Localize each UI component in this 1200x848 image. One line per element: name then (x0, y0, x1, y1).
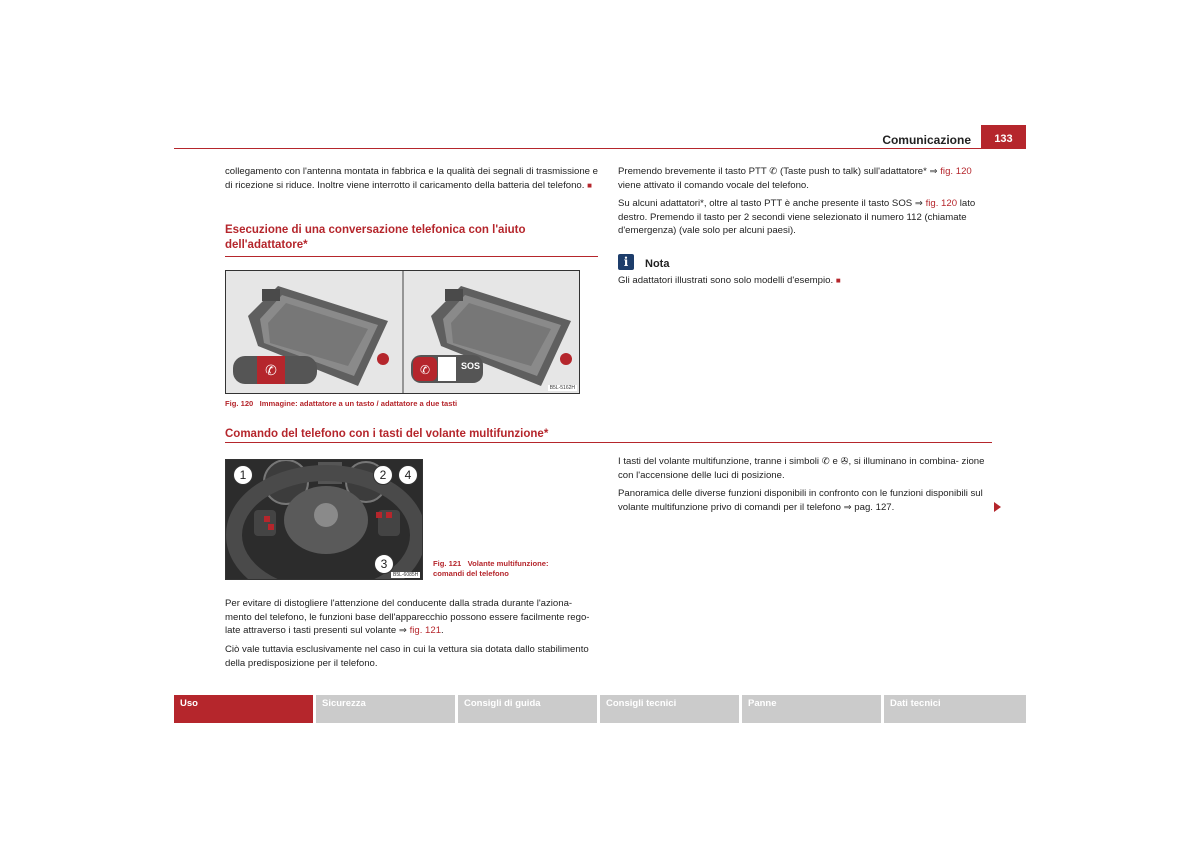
figure-120-caption-text: Immagine: adattatore a un tasto / adattatore a due tasti (259, 399, 458, 408)
figure-121-caption-line2: comandi del telefono (433, 569, 509, 578)
nav-dati-tecnici[interactable]: Dati tecnici (884, 695, 1026, 723)
steering-p1-line2: mento del telefono, le funzioni base dell'apparecchio possono essere facilmente rego- (225, 611, 590, 623)
handset-icon: ✆ (821, 456, 830, 467)
note-text: Gli adattatori illustrati sono solo modelli d'esempio. (618, 275, 834, 286)
ptt-phone-icon: ✆ (769, 166, 778, 177)
callout-4: 4 (398, 465, 418, 485)
nav-sicurezza[interactable]: Sicurezza (316, 695, 455, 723)
ptt-paragraph (618, 165, 988, 192)
end-mark-icon: ■ (835, 276, 841, 285)
figure-121-caption (433, 559, 593, 579)
nav-panne[interactable]: Panne (742, 695, 881, 723)
end-mark-icon: ■ (587, 180, 592, 190)
ptt-suffix: (Taste push to talk) sull'adattatore* ⇒ (780, 166, 938, 177)
figure-121-code: B5L-6085H (393, 572, 419, 578)
voice-control-icon: ✇ (840, 456, 849, 467)
header-rule (174, 148, 1026, 149)
ptt-end: viene attivato il comando vocale del telefono. (618, 179, 809, 191)
section2-rule (225, 442, 992, 443)
steering-p1-line1: Per evitare di distogliere l'attenzione del conducente dalla strada durante l'aziona- (225, 598, 573, 609)
adapter-heading-line2: dell'adattatore* (225, 239, 308, 251)
steering-p1-line3: late attraverso i tasti presenti sul volante ⇒ fig. 121. (225, 625, 444, 637)
ptt-fig-link[interactable]: fig. 120 (940, 166, 972, 177)
adapter-heading (225, 223, 599, 253)
note-paragraph (618, 274, 988, 288)
sos-prefix: Su alcuni adattatori*, oltre al tasto PTT è anche presente il tasto SOS ⇒ (618, 198, 923, 209)
figure-121-steering-wheel (225, 459, 423, 580)
nav-uso[interactable]: Uso (174, 695, 313, 723)
figure-120-number: Fig. 120 (225, 399, 254, 408)
continue-arrow-icon (994, 502, 1001, 512)
figure-120-code: B5L-5162H (549, 385, 575, 391)
sos-fig-link[interactable]: fig. 120 (925, 198, 958, 209)
ptt-prefix: Premendo brevemente il tasto PTT (618, 166, 767, 177)
steering-p1-text: late attraverso i tasti presenti sul volante ⇒ (225, 625, 407, 637)
svg-text:✆: ✆ (265, 363, 277, 379)
steering-fig-link[interactable]: fig. 121 (409, 625, 442, 637)
nav-consigli-di-guida[interactable]: Consigli di guida (458, 695, 597, 723)
steering-right-paragraph-1 (618, 455, 988, 482)
steering-paragraph-1 (225, 597, 605, 638)
figure-120-caption (225, 399, 605, 409)
page-number: 133 (981, 125, 1026, 148)
figure-121-number: Fig. 121 (433, 559, 462, 568)
adapter-illustration (226, 271, 580, 394)
steering-right-paragraph-2: Panoramica delle diverse funzioni disponibili in confronto con le funzioni disponibili sul volante multifunzione privo di comandi per il telefono ⇒ pag. 127. (618, 488, 983, 513)
intro-text: collegamento con l'antenna montata in fabbrica e la qualità dei segnali di trasmissione e di ricezione si riduce. Inoltre viene interrotto il caricamento della batteria del telefono. (225, 166, 599, 191)
sos-suffix: lato destro. Premendo il tasto per 2 secondi viene selezionato il numero 112 (chiamate d'emergenza) (vale solo per alcuni paesi). (618, 198, 976, 237)
right-p1-b: e (832, 456, 838, 467)
figure-121-caption-line1: Volante multifunzione: (467, 559, 549, 568)
callout-2: 2 (373, 465, 393, 485)
nav-consigli-tecnici[interactable]: Consigli tecnici (600, 695, 739, 723)
info-icon: i (618, 254, 634, 270)
section-title: Comunicazione (882, 133, 971, 147)
intro-paragraph (225, 165, 599, 192)
callout-3: 3 (374, 554, 394, 574)
right-p1-d: zione con l'accensione delle luci di posizione. (618, 456, 985, 481)
note-title: Nota (645, 258, 670, 270)
callout-1: 1 (233, 465, 253, 485)
sos-label: SOS (461, 361, 481, 371)
svg-text:✆: ✆ (419, 363, 431, 377)
right-p1-c: , si illuminano in combina- (848, 456, 959, 467)
steering-wheel-heading: Comando del telefono con i tasti del volante multifunzione* (225, 428, 549, 440)
right-p1-a: I tasti del volante multifunzione, tranne i simboli (618, 456, 820, 467)
sos-paragraph (618, 197, 986, 238)
heading-rule (225, 256, 598, 257)
steering-paragraph-2: Ciò vale tuttavia esclusivamente nel caso in cui la vettura sia dotata dallo stabilimento della predisposizione per il telefono. (225, 644, 589, 669)
adapter-heading-line1: Esecuzione di una conversazione telefonica con l'aiuto (225, 224, 526, 236)
figure-120-adapters (225, 270, 580, 394)
